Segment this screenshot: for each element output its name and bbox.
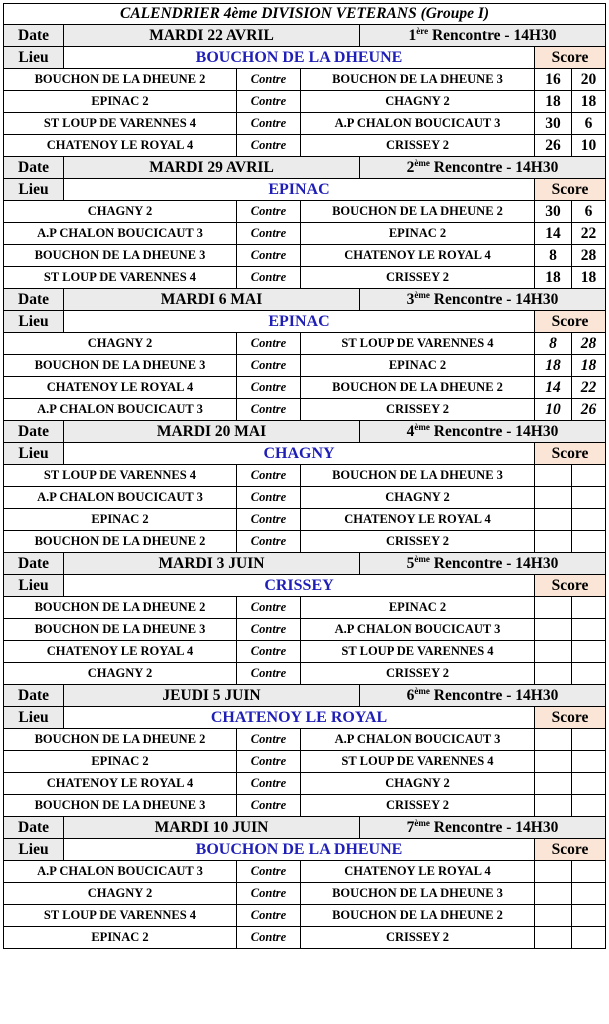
contre-label: Contre [237, 113, 301, 135]
lieu-label: Lieu [4, 47, 64, 69]
round-date: JEUDI 5 JUIN [64, 685, 360, 707]
contre-label: Contre [237, 487, 301, 509]
away-score [572, 861, 606, 883]
round-date: MARDI 20 MAI [64, 421, 360, 443]
round-date: MARDI 6 MAI [64, 289, 360, 311]
away-score [572, 729, 606, 751]
round-text: Rencontre - 14H30 [429, 291, 559, 309]
home-team: BOUCHON DE LA DHEUNE 2 [4, 531, 237, 553]
home-team: CHAGNY 2 [4, 883, 237, 905]
date-label: Date [4, 553, 64, 575]
home-team: CHATENOY LE ROYAL 4 [4, 135, 237, 157]
match-row [4, 487, 606, 509]
away-team: BOUCHON DE LA DHEUNE 3 [301, 69, 535, 91]
home-team: EPINAC 2 [4, 509, 237, 531]
away-score [572, 597, 606, 619]
home-score [535, 619, 572, 641]
match-row [4, 531, 606, 553]
round-header-row [4, 421, 606, 443]
contre-label: Contre [237, 795, 301, 817]
home-team: BOUCHON DE LA DHEUNE 3 [4, 795, 237, 817]
round-title [360, 289, 606, 311]
home-team: CHATENOY LE ROYAL 4 [4, 773, 237, 795]
venue-name: EPINAC [64, 179, 535, 201]
home-team: ST LOUP DE VARENNES 4 [4, 113, 237, 135]
lieu-label: Lieu [4, 575, 64, 597]
lieu-label: Lieu [4, 311, 64, 333]
round-header-row [4, 817, 606, 839]
away-team: ST LOUP DE VARENNES 4 [301, 641, 535, 663]
home-score [535, 729, 572, 751]
home-team: CHATENOY LE ROYAL 4 [4, 641, 237, 663]
home-team: CHAGNY 2 [4, 663, 237, 685]
home-score: 8 [535, 245, 572, 267]
date-label: Date [4, 289, 64, 311]
round-date: MARDI 10 JUIN [64, 817, 360, 839]
contre-label: Contre [237, 773, 301, 795]
home-score [535, 751, 572, 773]
home-score [535, 861, 572, 883]
match-row [4, 751, 606, 773]
home-team: CHATENOY LE ROYAL 4 [4, 377, 237, 399]
date-label: Date [4, 25, 64, 47]
home-team: BOUCHON DE LA DHEUNE 3 [4, 619, 237, 641]
away-team: CHATENOY LE ROYAL 4 [301, 861, 535, 883]
contre-label: Contre [237, 223, 301, 245]
away-team: A.P CHALON BOUCICAUT 3 [301, 619, 535, 641]
match-row [4, 377, 606, 399]
away-team: CRISSEY 2 [301, 531, 535, 553]
round-header-row [4, 157, 606, 179]
match-row [4, 641, 606, 663]
away-team: A.P CHALON BOUCICAUT 3 [301, 729, 535, 751]
away-score [572, 751, 606, 773]
contre-label: Contre [237, 69, 301, 91]
match-row [4, 113, 606, 135]
match-row [4, 135, 606, 157]
home-team: EPINAC 2 [4, 751, 237, 773]
round-number: 7 [406, 819, 415, 837]
round-number: 5 [406, 555, 415, 573]
contre-label: Contre [237, 509, 301, 531]
match-row [4, 91, 606, 113]
round-title [360, 817, 606, 839]
home-score [535, 663, 572, 685]
away-team: CHATENOY LE ROYAL 4 [301, 509, 535, 531]
match-row [4, 69, 606, 91]
match-row [4, 663, 606, 685]
venue-name: CHAGNY [64, 443, 535, 465]
home-score [535, 641, 572, 663]
home-score [535, 465, 572, 487]
contre-label: Contre [237, 905, 301, 927]
contre-label: Contre [237, 267, 301, 289]
away-score [572, 773, 606, 795]
round-text: Rencontre - 14H30 [429, 423, 559, 441]
home-score: 18 [535, 91, 572, 113]
away-score [572, 509, 606, 531]
away-score: 20 [572, 69, 606, 91]
contre-label: Contre [237, 861, 301, 883]
round-header-row [4, 289, 606, 311]
home-team: BOUCHON DE LA DHEUNE 2 [4, 597, 237, 619]
contre-label: Contre [237, 751, 301, 773]
match-row [4, 267, 606, 289]
lieu-label: Lieu [4, 179, 64, 201]
contre-label: Contre [237, 883, 301, 905]
home-team: CHAGNY 2 [4, 333, 237, 355]
match-row [4, 509, 606, 531]
round-number: 3 [406, 291, 415, 309]
home-team: A.P CHALON BOUCICAUT 3 [4, 399, 237, 421]
away-team: CHATENOY LE ROYAL 4 [301, 245, 535, 267]
calendar-table [3, 3, 606, 949]
away-team: EPINAC 2 [301, 223, 535, 245]
home-team: BOUCHON DE LA DHEUNE 2 [4, 729, 237, 751]
round-title [360, 157, 606, 179]
venue-name: CRISSEY [64, 575, 535, 597]
home-score: 14 [535, 223, 572, 245]
away-score: 22 [572, 377, 606, 399]
away-team: BOUCHON DE LA DHEUNE 2 [301, 905, 535, 927]
away-team: A.P CHALON BOUCICAUT 3 [301, 113, 535, 135]
away-score: 6 [572, 201, 606, 223]
home-score: 18 [535, 355, 572, 377]
contre-label: Contre [237, 927, 301, 949]
lieu-label: Lieu [4, 443, 64, 465]
away-team: ST LOUP DE VARENNES 4 [301, 333, 535, 355]
home-team: A.P CHALON BOUCICAUT 3 [4, 487, 237, 509]
round-header-row [4, 553, 606, 575]
home-score [535, 795, 572, 817]
date-label: Date [4, 157, 64, 179]
home-team: BOUCHON DE LA DHEUNE 3 [4, 245, 237, 267]
venue-row [4, 707, 606, 729]
venue-row [4, 839, 606, 861]
round-text: Rencontre - 14H30 [428, 27, 557, 45]
match-row [4, 333, 606, 355]
away-score: 18 [572, 355, 606, 377]
home-score [535, 883, 572, 905]
away-score: 10 [572, 135, 606, 157]
match-row [4, 399, 606, 421]
match-row [4, 773, 606, 795]
date-label: Date [4, 685, 64, 707]
away-score [572, 641, 606, 663]
page-title: CALENDRIER 4ème DIVISION VETERANS (Groupe I) [4, 4, 606, 25]
away-score [572, 487, 606, 509]
away-score [572, 795, 606, 817]
match-row [4, 597, 606, 619]
round-ordinal: ère [416, 25, 429, 36]
away-team: ST LOUP DE VARENNES 4 [301, 751, 535, 773]
contre-label: Contre [237, 245, 301, 267]
away-team: CHAGNY 2 [301, 773, 535, 795]
home-score: 8 [535, 333, 572, 355]
round-ordinal: ème [414, 817, 430, 828]
match-row [4, 465, 606, 487]
home-score [535, 531, 572, 553]
date-label: Date [4, 817, 64, 839]
away-score: 28 [572, 333, 606, 355]
round-text: Rencontre - 14H30 [429, 555, 559, 573]
round-number: 6 [406, 687, 415, 705]
match-row [4, 905, 606, 927]
round-title [360, 421, 606, 443]
away-score: 18 [572, 91, 606, 113]
match-row [4, 201, 606, 223]
round-title [360, 685, 606, 707]
home-score [535, 487, 572, 509]
match-row [4, 795, 606, 817]
away-score [572, 619, 606, 641]
round-number: 2 [406, 159, 415, 177]
home-score: 10 [535, 399, 572, 421]
home-score: 26 [535, 135, 572, 157]
home-score [535, 905, 572, 927]
away-team: BOUCHON DE LA DHEUNE 3 [301, 465, 535, 487]
away-score [572, 927, 606, 949]
away-score: 26 [572, 399, 606, 421]
venue-row [4, 311, 606, 333]
home-score: 16 [535, 69, 572, 91]
round-ordinal: ème [414, 289, 430, 300]
home-score: 14 [535, 377, 572, 399]
venue-row [4, 443, 606, 465]
match-row [4, 223, 606, 245]
score-label: Score [535, 47, 606, 69]
score-label: Score [535, 179, 606, 201]
away-team: CRISSEY 2 [301, 663, 535, 685]
contre-label: Contre [237, 597, 301, 619]
score-label: Score [535, 839, 606, 861]
away-score [572, 883, 606, 905]
round-title [360, 553, 606, 575]
contre-label: Contre [237, 377, 301, 399]
away-score: 28 [572, 245, 606, 267]
home-team: EPINAC 2 [4, 927, 237, 949]
home-score [535, 597, 572, 619]
match-row [4, 355, 606, 377]
home-team: EPINAC 2 [4, 91, 237, 113]
away-team: EPINAC 2 [301, 597, 535, 619]
score-label: Score [535, 707, 606, 729]
away-score: 22 [572, 223, 606, 245]
away-team: CRISSEY 2 [301, 399, 535, 421]
contre-label: Contre [237, 333, 301, 355]
round-text: Rencontre - 14H30 [429, 819, 559, 837]
home-team: BOUCHON DE LA DHEUNE 2 [4, 69, 237, 91]
round-header-row [4, 25, 606, 47]
match-row [4, 861, 606, 883]
venue-name: BOUCHON DE LA DHEUNE [64, 47, 535, 69]
away-team: CRISSEY 2 [301, 927, 535, 949]
away-score [572, 465, 606, 487]
away-team: EPINAC 2 [301, 355, 535, 377]
round-date: MARDI 29 AVRIL [64, 157, 360, 179]
contre-label: Contre [237, 355, 301, 377]
lieu-label: Lieu [4, 839, 64, 861]
round-ordinal: ème [414, 685, 430, 696]
home-team: CHAGNY 2 [4, 201, 237, 223]
score-label: Score [535, 443, 606, 465]
home-team: A.P CHALON BOUCICAUT 3 [4, 861, 237, 883]
round-ordinal: ème [414, 421, 430, 432]
away-team: CRISSEY 2 [301, 795, 535, 817]
score-label: Score [535, 311, 606, 333]
home-team: A.P CHALON BOUCICAUT 3 [4, 223, 237, 245]
away-team: CHAGNY 2 [301, 91, 535, 113]
home-score [535, 773, 572, 795]
contre-label: Contre [237, 91, 301, 113]
round-ordinal: ème [414, 553, 430, 564]
contre-label: Contre [237, 201, 301, 223]
match-row [4, 927, 606, 949]
round-title [360, 25, 606, 47]
round-number: 4 [406, 423, 415, 441]
home-score [535, 927, 572, 949]
away-score: 18 [572, 267, 606, 289]
venue-name: CHATENOY LE ROYAL [64, 707, 535, 729]
home-team: BOUCHON DE LA DHEUNE 3 [4, 355, 237, 377]
contre-label: Contre [237, 663, 301, 685]
away-team: BOUCHON DE LA DHEUNE 3 [301, 883, 535, 905]
contre-label: Contre [237, 641, 301, 663]
venue-row [4, 47, 606, 69]
contre-label: Contre [237, 465, 301, 487]
home-score: 30 [535, 201, 572, 223]
match-row [4, 245, 606, 267]
contre-label: Contre [237, 531, 301, 553]
round-number: 1 [408, 27, 417, 45]
home-team: ST LOUP DE VARENNES 4 [4, 905, 237, 927]
contre-label: Contre [237, 135, 301, 157]
round-header-row [4, 685, 606, 707]
lieu-label: Lieu [4, 707, 64, 729]
date-label: Date [4, 421, 64, 443]
venue-name: EPINAC [64, 311, 535, 333]
match-row [4, 619, 606, 641]
contre-label: Contre [237, 729, 301, 751]
away-team: BOUCHON DE LA DHEUNE 2 [301, 377, 535, 399]
round-text: Rencontre - 14H30 [429, 687, 559, 705]
match-row [4, 729, 606, 751]
score-label: Score [535, 575, 606, 597]
away-score [572, 531, 606, 553]
match-row [4, 883, 606, 905]
home-score: 30 [535, 113, 572, 135]
home-team: ST LOUP DE VARENNES 4 [4, 465, 237, 487]
home-score [535, 509, 572, 531]
contre-label: Contre [237, 619, 301, 641]
away-team: BOUCHON DE LA DHEUNE 2 [301, 201, 535, 223]
away-score [572, 905, 606, 927]
away-team: CRISSEY 2 [301, 135, 535, 157]
home-team: ST LOUP DE VARENNES 4 [4, 267, 237, 289]
away-team: CRISSEY 2 [301, 267, 535, 289]
round-ordinal: ème [414, 157, 430, 168]
away-score [572, 663, 606, 685]
venue-row [4, 179, 606, 201]
home-score: 18 [535, 267, 572, 289]
away-team: CHAGNY 2 [301, 487, 535, 509]
venue-row [4, 575, 606, 597]
away-score: 6 [572, 113, 606, 135]
round-date: MARDI 22 AVRIL [64, 25, 360, 47]
round-text: Rencontre - 14H30 [429, 159, 559, 177]
contre-label: Contre [237, 399, 301, 421]
venue-name: BOUCHON DE LA DHEUNE [64, 839, 535, 861]
round-date: MARDI 3 JUIN [64, 553, 360, 575]
